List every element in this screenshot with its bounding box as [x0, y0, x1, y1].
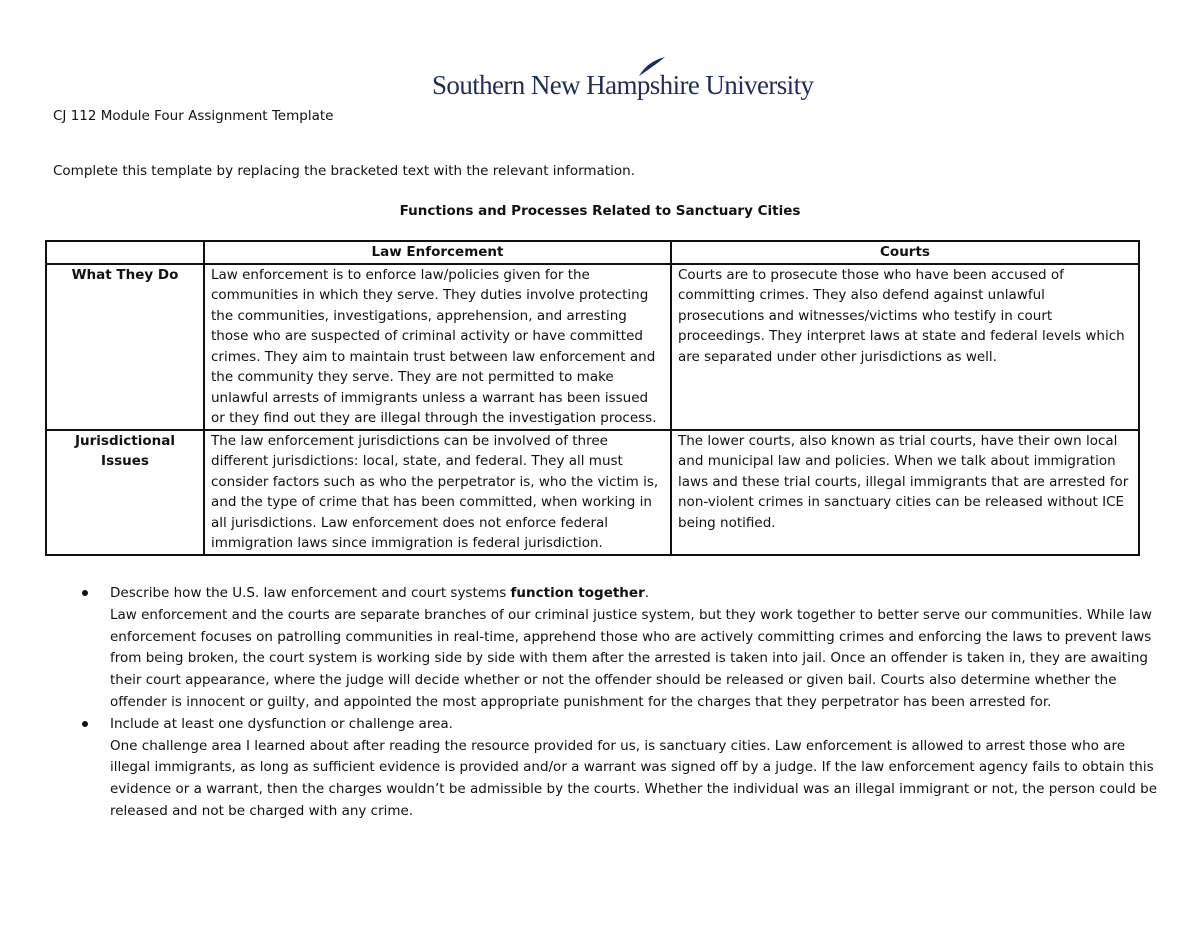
bullet-dot-icon: [82, 721, 88, 727]
header-cell-law-enforcement: Law Enforcement: [204, 241, 671, 264]
bullet-answer: One challenge area I learned about after reading the resource provided for us, is sanctuary cities. Law enforcement is allowed to arrest those who are illegal immigrants, as long as sufficient evidence is provided and/or a warrant was signed off by a judge. If the law enforcement agency fails to obtain this evidence or a warrant, then the charges wouldn’t be admissible by the courts. Whether the individual was an illegal immigrant or not, the person could be released and not be charged with any crime.: [110, 737, 1158, 819]
table-row: [46, 264, 1139, 430]
prompt-text: Include at least one dysfunction or challenge area.: [110, 715, 453, 732]
university-logo: [432, 56, 814, 106]
quill-icon: [637, 56, 667, 78]
section-heading: Functions and Processes Related to Sanctuary Cities: [399, 203, 801, 219]
instructions-text: Complete this template by replacing the bracketed text with the relevant information.: [53, 163, 636, 179]
list-item: [110, 583, 1160, 714]
list-item: [110, 714, 1160, 823]
cell-law-enforcement-jurisdictional: The law enforcement jurisdictions can be involved of three different jurisdictions: local, state, and federal. They all must consider factors such as who the perpetrator is, who the victim is, and the type of crime that has been committed, when working in all jurisdictions. Law enforcement does not enforce federal immigration laws since immigration is federal jurisdiction.: [204, 430, 671, 555]
prompt-text: Describe how the U.S. law enforcement and court systems: [110, 585, 511, 601]
row-label-what-they-do: What They Do: [46, 264, 204, 430]
table-header-row: [46, 241, 1139, 264]
header-cell-courts: Courts: [671, 241, 1139, 264]
cell-law-enforcement-what-they-do: Law enforcement is to enforce law/policies given for the communities in which they serve. They duties involve protecting the communities, investigations, apprehension, and arresting those who are suspected of criminal activity or have committed crimes. They aim to maintain trust between law enforcement and the community they serve. They are not permitted to make unlawful arrests of immigrants unless a warrant has been issued or they find out they are illegal through the investigation process.: [204, 264, 671, 430]
bullet-list: [110, 583, 1160, 823]
table-row: [46, 430, 1139, 555]
bullet-dot-icon: [82, 590, 88, 596]
header-cell-empty: [46, 241, 204, 264]
row-label-jurisdictional-issues: Jurisdictional Issues: [46, 430, 204, 555]
logo-text: Southern New Hampshire University: [432, 70, 814, 100]
bullet-answer: Law enforcement and the courts are separate branches of our criminal justice system, but they work together to better serve our communities. While law enforcement focuses on patrolling communities in real-time, apprehend those who are actively committing crimes and enforcing the laws to prevent laws from being broken, the court system is working side by side with them after the arrested is taken into jail. Once an offender is taken in, they are awaiting their court appearance, where the judge will decide whether or not the offender should be released or given bail. Courts also determine whether the offender is innocent or guilty, and appointed the most appropriate punishment for the charges that they perpetrator has been arrested for.: [110, 606, 1152, 710]
bullet-prompt: [110, 583, 1160, 605]
bullet-prompt: [110, 714, 1160, 736]
cell-courts-jurisdictional: The lower courts, also known as trial courts, have their own local and municipal law and policies. When we talk about immigration laws and these trial courts, illegal immigrants that are arrested for non-violent crimes in sanctuary cities can be released without ICE being notified.: [671, 430, 1139, 555]
functions-table: [45, 240, 1140, 556]
prompt-bold-text: function together: [510, 585, 645, 601]
document-title: CJ 112 Module Four Assignment Template: [53, 108, 334, 124]
cell-courts-what-they-do: Courts are to prosecute those who have been accused of committing crimes. They also defend against unlawful prosecutions and witnesses/victims who testify in court proceedings. They interpret laws at state and federal levels which are separated under other jurisdictions as well.: [671, 264, 1139, 430]
prompt-suffix: .: [644, 585, 650, 601]
